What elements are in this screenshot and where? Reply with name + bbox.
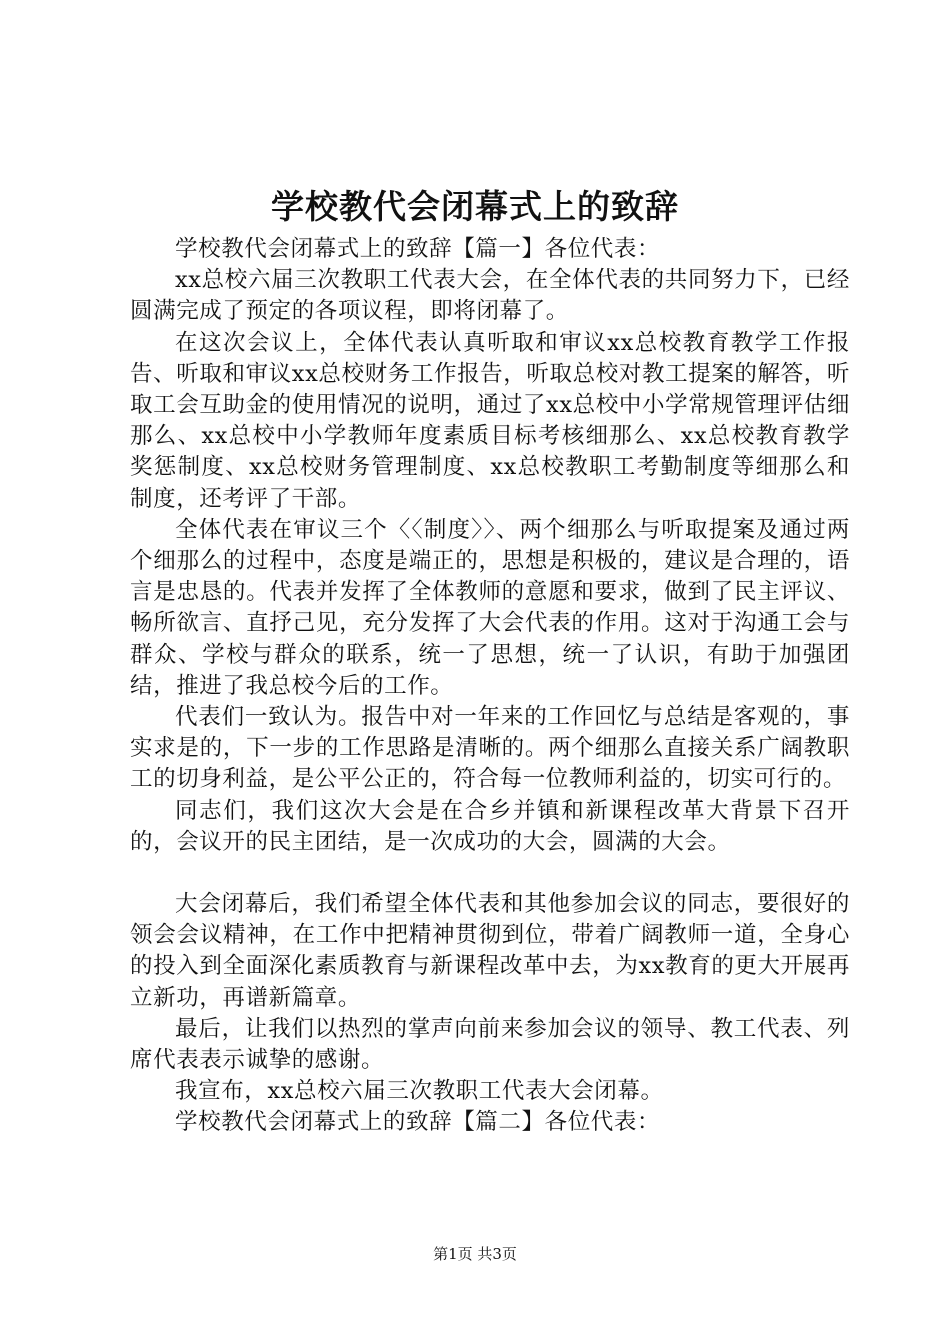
- document-body: [130, 234, 850, 1139]
- paragraph: 在这次会议上，全体代表认真听取和审议xx总校教育教学工作报告、听取和审议xx总校财务工作报告，听取总校对教工提案的解答，听取工会互助金的使用情况的说明，通过了xx总校中小学常规管理评估细那么、xx总校中小学教师年度素质目标考核细那么、xx总校教育教学奖惩制度、xx总校财务管理制度、xx总校教职工考勤制度等细那么和制度，还考评了干部。: [130, 329, 850, 512]
- document-title: 学校教代会闭幕式上的致辞: [271, 187, 679, 226]
- paragraph: 最后，让我们以热烈的掌声向前来参加会议的领导、教工代表、列席代表表示诚挚的感谢。: [130, 1015, 850, 1074]
- paragraph: 学校教代会闭幕式上的致辞【篇二】各位代表：: [175, 1109, 661, 1136]
- paragraph: 代表们一致认为。报告中对一年来的工作回忆与总结是客观的，事实求是的，下一步的工作思路是清晰的。两个细那么直接关系广阔教职工的切身利益，是公平公正的，符合每一位教师利益的，切实可行的。: [130, 704, 850, 793]
- paragraph: 我宣布，xx总校六届三次教职工代表大会闭幕。: [175, 1078, 664, 1105]
- paragraph: 全体代表在审议三个〈〈制度〉〉、两个细那么与听取提案及通过两个细那么的过程中，态度是端正的，思想是积极的，建议是合理的，语言是忠恳的。代表并发挥了全体教师的意愿和要求，做到了民主评议、畅所欲言、直抒己见，充分发挥了大会代表的作用。这对于沟通工会与群众、学校与群众的联系，统一了思想，统一了认识，有助于加强团结，推进了我总校今后的工作。: [130, 516, 850, 699]
- paragraph: 学校教代会闭幕式上的致辞【篇一】各位代表：: [175, 236, 661, 262]
- paragraph: 大会闭幕后，我们希望全体代表和其他参加会议的同志，要很好的领会会议精神，在工作中把精神贯彻到位，带着广阔教师一道，全身心的投入到全面深化素质教育与新课程改革中去，为xx教育的更大开展再立新功，再谱新篇章。: [130, 891, 850, 1011]
- paragraph: xx总校六届三次教职工代表大会，在全体代表的共同努力下，已经圆满完成了预定的各项议程，即将闭幕了。: [130, 267, 850, 325]
- paragraph: 同志们，我们这次大会是在合乡并镇和新课程改革大背景下召开的，会议开的民主团结，是一次成功的大会，圆满的大会。: [130, 797, 850, 855]
- page-footer: 第1页 共3页: [433, 1245, 517, 1263]
